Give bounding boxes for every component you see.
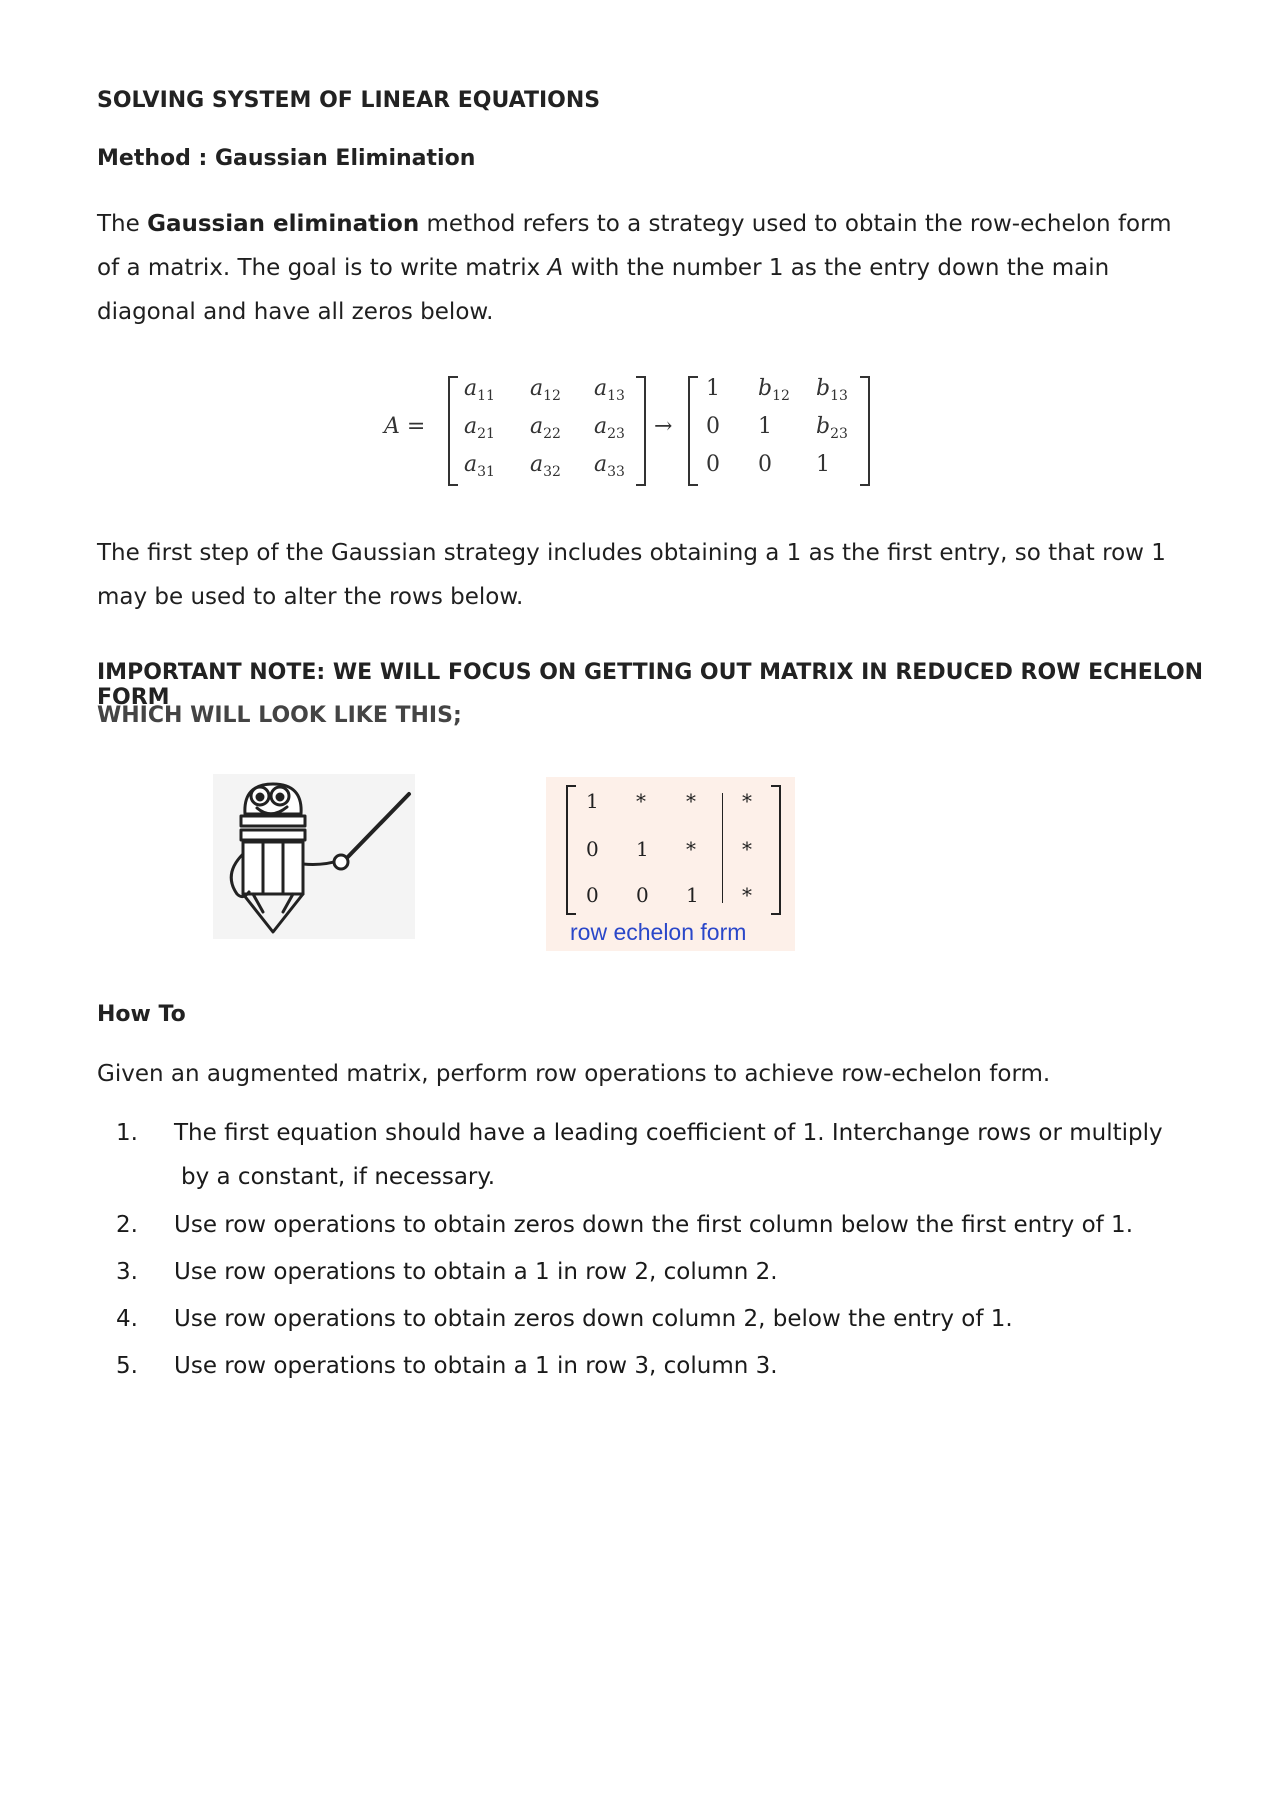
right-matrix-entry: $b_{13}$ <box>816 376 848 404</box>
ref-matrix-cell: 1 <box>636 837 649 861</box>
right-matrix-entry: 1 <box>816 452 830 477</box>
right-matrix-entry: $b_{12}$ <box>758 376 790 404</box>
right-matrix-open-bracket <box>688 376 698 486</box>
intro-paragraph <box>97 202 1187 334</box>
ref-matrix-cell: 1 <box>586 789 599 813</box>
left-matrix-entry: $a_{22}$ <box>530 414 561 442</box>
left-matrix-entry: $a_{21}$ <box>464 414 495 442</box>
left-matrix-entry: $a_{11}$ <box>464 376 495 404</box>
step-number: 2. <box>116 1212 138 1238</box>
ref-matrix-cell: 0 <box>636 883 649 907</box>
ref-matrix-cell: * <box>636 789 646 813</box>
matrix-lhs: A = <box>384 414 426 439</box>
pencil-teacher-illustration <box>213 774 415 939</box>
intro-bold: Gaussian elimination <box>147 211 420 237</box>
step-text: Use row operations to obtain zeros down column 2, below the entry of 1. <box>174 1306 1013 1332</box>
pencil-teacher-icon <box>213 774 415 939</box>
row-echelon-caption: row echelon form <box>570 919 747 945</box>
important-note-line1: IMPORTANT NOTE: WE WILL FOCUS ON GETTING OUT MATRIX IN REDUCED ROW ECHELON FORM <box>97 660 1204 710</box>
matrix-arrow: → <box>654 414 673 439</box>
page-title: SOLVING SYSTEM OF LINEAR EQUATIONS <box>97 88 601 113</box>
ref-matrix-cell: * <box>742 837 752 861</box>
ref-open-bracket <box>566 785 576 915</box>
ref-matrix-cell: * <box>686 789 696 813</box>
important-note-line2: WHICH WILL LOOK LIKE THIS; <box>97 703 462 728</box>
step-number: 1. <box>116 1120 138 1146</box>
ref-matrix-cell: 0 <box>586 883 599 907</box>
matrix-equation <box>380 372 880 487</box>
first-step-paragraph: The first step of the Gaussian strategy includes obtaining a 1 as the first entry, so that row 1 may be used to alter the rows below. <box>97 540 1166 610</box>
step-text: Use row operations to obtain a 1 in row 3, column 3. <box>174 1353 778 1379</box>
ref-matrix-cell: 1 <box>686 883 699 907</box>
how-to-heading: How To <box>97 1002 186 1027</box>
left-matrix-entry: $a_{33}$ <box>594 452 625 480</box>
right-matrix-entry: 1 <box>758 414 772 439</box>
left-matrix-entry: $a_{31}$ <box>464 452 495 480</box>
step-text: Use row operations to obtain zeros down the first column below the first entry of 1. <box>174 1212 1134 1238</box>
step-text: The first equation should have a leading coefficient of 1. Interchange rows or multiply <box>174 1120 1163 1146</box>
right-matrix-entry: 1 <box>706 376 720 401</box>
left-matrix-open-bracket <box>448 376 458 486</box>
ref-matrix-cell: 0 <box>586 837 599 861</box>
right-matrix-close-bracket <box>860 376 870 486</box>
left-matrix-entry: $a_{12}$ <box>530 376 561 404</box>
method-heading: Method : Gaussian Elimination <box>97 146 476 171</box>
ref-matrix-cell: * <box>742 883 752 907</box>
row-echelon-figure <box>546 777 795 951</box>
left-matrix-close-bracket <box>636 376 646 486</box>
right-matrix-entry: $b_{23}$ <box>816 414 848 442</box>
ref-matrix-cell: * <box>686 837 696 861</box>
ref-matrix-cell: * <box>742 789 752 813</box>
step-text: Use row operations to obtain a 1 in row 2, column 2. <box>174 1259 778 1285</box>
intro-post1: method refers to a strategy used to obtain the row-echelon form of a matrix. The goal is to write matrix <box>97 211 1172 281</box>
left-matrix-entry: $a_{23}$ <box>594 414 625 442</box>
intro-pre: The <box>97 211 148 237</box>
step-number: 4. <box>116 1306 138 1332</box>
step-number: 5. <box>116 1353 138 1379</box>
left-matrix-entry: $a_{32}$ <box>530 452 561 480</box>
intro-var: A <box>547 255 564 281</box>
step-number: 3. <box>116 1259 138 1285</box>
given-paragraph: Given an augmented matrix, perform row operations to achieve row-echelon form. <box>97 1061 1051 1087</box>
right-matrix-entry: 0 <box>706 452 720 477</box>
augment-divider <box>722 793 723 903</box>
ref-close-bracket <box>771 785 781 915</box>
right-matrix-entry: 0 <box>758 452 772 477</box>
step-text-continued: by a constant, if necessary. <box>181 1164 496 1190</box>
left-matrix-entry: $a_{13}$ <box>594 376 625 404</box>
intro-post2: with the number 1 as the entry down the main diagonal and have all zeros below. <box>97 255 1110 325</box>
right-matrix-entry: 0 <box>706 414 720 439</box>
